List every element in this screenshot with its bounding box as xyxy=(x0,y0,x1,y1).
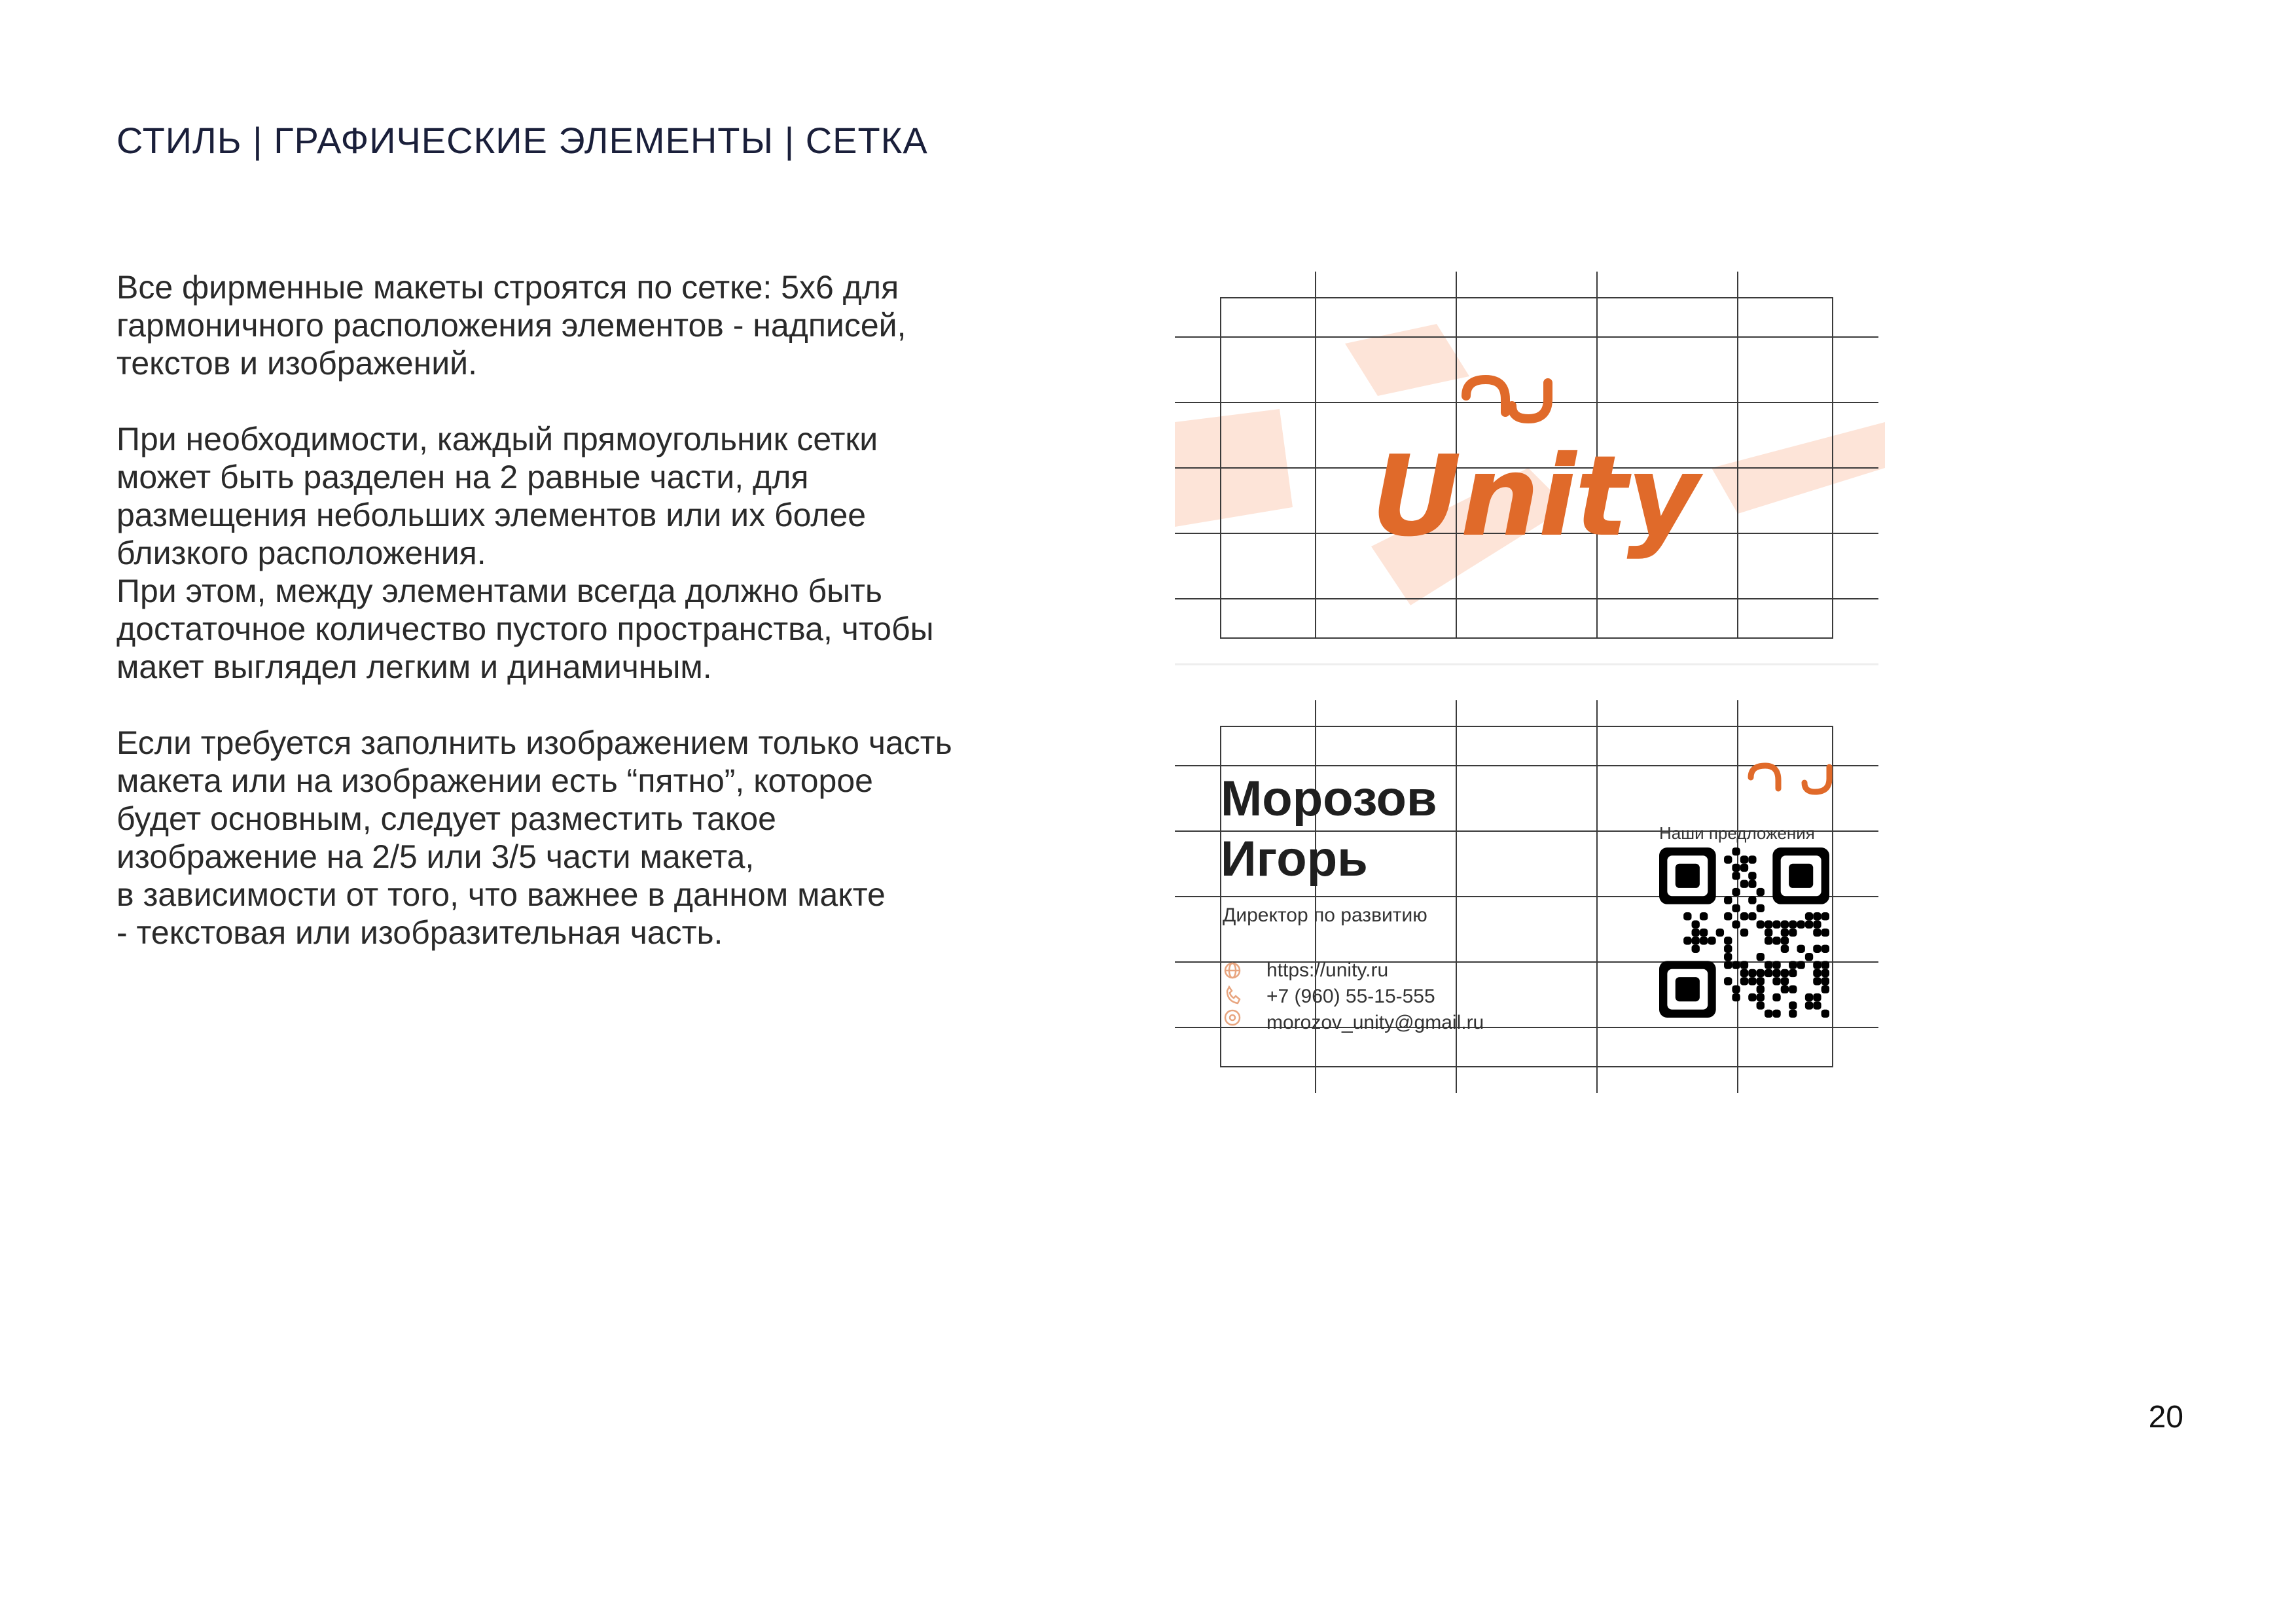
text-line: текстов и изображений. xyxy=(117,345,477,382)
paragraph-grid-intro xyxy=(117,268,1138,382)
page-title: СТИЛЬ | ГРАФИЧЕСКИЕ ЭЛЕМЕНТЫ | СЕТКА xyxy=(117,120,928,161)
text-line: размещения небольших элементов или их более xyxy=(117,497,867,533)
qr-code-icon xyxy=(1659,847,1829,1018)
text-line: гармоничного расположения элементов - надписей, xyxy=(117,307,906,344)
unity-logo-mark-icon xyxy=(1751,766,1829,792)
page-number: 20 xyxy=(2148,1400,2183,1435)
text-line: может быть разделен на 2 равные части, для xyxy=(117,459,809,495)
person-second-line: Игорь xyxy=(1221,831,1368,887)
globe-icon xyxy=(1225,963,1240,978)
paragraph-image-placement xyxy=(117,724,1138,952)
text-line: Все фирменные макеты строятся по сетке: 5х6 для xyxy=(117,269,899,306)
text-line: достаточное количество пустого пространства, чтобы xyxy=(117,611,934,647)
brand-wordmark: Unity xyxy=(1371,432,1698,562)
business-card-front xyxy=(1175,272,1885,664)
text-line: близкого расположения. xyxy=(117,535,486,571)
text-line: При этом, между элементами всегда должно быть xyxy=(117,573,882,609)
text-line: Если требуется заполнить изображением только часть xyxy=(117,724,952,761)
text-line: в зависимости от того, что важнее в данном макте xyxy=(117,876,886,913)
offers-label: Наши предложения xyxy=(1659,823,1815,843)
body-text xyxy=(117,268,1138,952)
business-card-back xyxy=(1175,700,1885,1093)
text-line: изображение на 2/5 или 3/5 части макета, xyxy=(117,838,755,875)
phone-icon xyxy=(1227,987,1240,1003)
unity-logo-mark-icon xyxy=(1466,380,1548,419)
paragraph-grid-division xyxy=(117,420,1138,686)
email-icon xyxy=(1225,1010,1240,1025)
text-line: макет выглядел легким и динамичным. xyxy=(117,649,712,685)
text-line: макета или на изображении есть “пятно”, которое xyxy=(117,762,873,799)
person-first-line: Морозов xyxy=(1221,771,1437,827)
website-text[interactable]: https://unity.ru xyxy=(1266,959,1389,981)
text-line: При необходимости, каждый прямоугольник сетки xyxy=(117,421,878,457)
person-position: Директор по развитию xyxy=(1223,904,1427,926)
text-line: - текстовая или изобразительная часть. xyxy=(117,914,723,951)
email-text[interactable]: morozov_unity@gmail.ru xyxy=(1266,1012,1484,1033)
phone-text[interactable]: +7 (960) 55-15-555 xyxy=(1266,986,1435,1007)
text-line: будет основным, следует разместить такое xyxy=(117,800,776,837)
